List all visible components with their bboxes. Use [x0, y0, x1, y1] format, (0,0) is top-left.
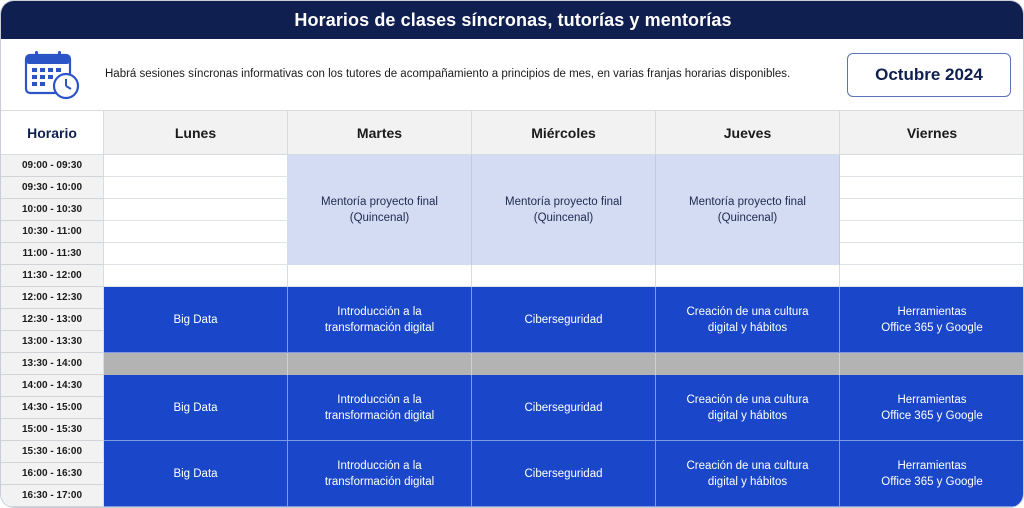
mentoria-block-martes	[288, 155, 472, 265]
course-block-martes	[288, 287, 472, 353]
course-block-viernes-text: Herramientas	[897, 459, 967, 472]
course-block-martes	[288, 441, 472, 507]
course-block-lunes-text: Big Data	[173, 401, 218, 414]
time-slot: 12:00 - 12:30	[1, 287, 104, 309]
time-slot: 16:30 - 17:00	[1, 485, 104, 507]
empty-slot	[104, 265, 288, 287]
break-divider	[287, 353, 288, 375]
course-block-viernes-text: Office 365 y Google	[881, 475, 983, 488]
time-slot: 12:30 - 13:00	[1, 309, 104, 331]
empty-slot	[104, 155, 288, 177]
time-slot: 10:00 - 10:30	[1, 199, 104, 221]
course-block-lunes-text: Big Data	[173, 313, 218, 326]
course-block-miercoles	[472, 375, 656, 441]
course-block-viernes	[840, 287, 1024, 353]
empty-slot	[288, 265, 472, 287]
empty-slot	[840, 199, 1024, 221]
course-block-jueves-text: digital y hábitos	[707, 475, 788, 488]
course-block-viernes-text: Office 365 y Google	[881, 409, 983, 422]
header-jueves: Jueves	[656, 111, 840, 155]
time-slot: 11:00 - 11:30	[1, 243, 104, 265]
course-block-martes-text: Introducción a la	[337, 393, 422, 406]
empty-slot	[840, 243, 1024, 265]
course-block-jueves	[656, 375, 840, 441]
header-horario: Horario	[1, 111, 104, 155]
course-block-martes-text: transformación digital	[324, 409, 435, 422]
time-slot: 09:30 - 10:00	[1, 177, 104, 199]
course-block-miercoles	[472, 441, 656, 507]
schedule-grid	[1, 111, 1024, 508]
time-slot: 09:00 - 09:30	[1, 155, 104, 177]
time-slot: 14:30 - 15:00	[1, 397, 104, 419]
time-slot: 13:30 - 14:00	[1, 353, 104, 375]
course-block-jueves-text: Creación de una cultura	[686, 393, 809, 406]
mentoria-block-miercoles-text: Mentoría proyecto final	[505, 196, 622, 208]
course-block-jueves	[656, 441, 840, 507]
empty-slot	[472, 265, 656, 287]
course-block-lunes	[104, 375, 288, 441]
course-block-lunes	[104, 287, 288, 353]
calendar-clock-icon	[23, 49, 81, 101]
empty-slot	[840, 265, 1024, 287]
course-block-miercoles-text: Ciberseguridad	[524, 467, 603, 480]
course-block-martes-text: Introducción a la	[337, 305, 422, 318]
course-block-lunes	[104, 441, 288, 507]
course-block-miercoles-text: Ciberseguridad	[524, 313, 603, 326]
empty-slot	[656, 265, 840, 287]
course-block-viernes-text: Herramientas	[897, 393, 967, 406]
time-slot: 15:30 - 16:00	[1, 441, 104, 463]
empty-slot	[104, 177, 288, 199]
info-bar	[1, 39, 1024, 111]
empty-slot	[104, 221, 288, 243]
empty-slot	[840, 177, 1024, 199]
time-slot: 16:00 - 16:30	[1, 463, 104, 485]
schedule-title: Horarios de clases síncronas, tutorías y mentorías	[1, 1, 1024, 39]
course-block-jueves-text: Creación de una cultura	[686, 459, 809, 472]
course-block-miercoles-text: Ciberseguridad	[524, 401, 603, 414]
mentoria-block-martes-text: Mentoría proyecto final	[321, 196, 438, 208]
mentoria-block-miercoles	[472, 155, 656, 265]
course-block-viernes	[840, 375, 1024, 441]
mentoria-block-jueves-text: (Quincenal)	[717, 212, 778, 224]
course-block-lunes-text: Big Data	[173, 467, 218, 480]
mentoria-block-jueves-text: Mentoría proyecto final	[689, 196, 806, 208]
course-block-viernes-text: Herramientas	[897, 305, 967, 318]
header-martes: Martes	[288, 111, 472, 155]
course-block-martes	[288, 375, 472, 441]
course-block-miercoles	[472, 287, 656, 353]
time-slot: 14:00 - 14:30	[1, 375, 104, 397]
time-slot: 10:30 - 11:00	[1, 221, 104, 243]
empty-slot	[104, 243, 288, 265]
course-block-viernes	[840, 441, 1024, 507]
mentoria-block-jueves	[656, 155, 840, 265]
break-divider	[655, 353, 656, 375]
header-lunes: Lunes	[104, 111, 288, 155]
course-block-jueves-text: digital y hábitos	[707, 321, 788, 334]
time-slot: 13:00 - 13:30	[1, 331, 104, 353]
break-row	[104, 353, 1024, 375]
course-block-martes-text: transformación digital	[324, 321, 435, 334]
empty-slot	[840, 221, 1024, 243]
header-viernes: Viernes	[840, 111, 1024, 155]
mentoria-block-miercoles-text: (Quincenal)	[533, 212, 594, 224]
mentoria-block-martes-text: (Quincenal)	[349, 212, 410, 224]
break-divider	[471, 353, 472, 375]
course-block-viernes-text: Office 365 y Google	[881, 321, 983, 334]
info-text: Habrá sesiones síncronas informativas con los tutores de acompañamiento a principios de mes, en varias franjas horarias disponibles.	[105, 68, 791, 80]
header-miercoles: Miércoles	[472, 111, 656, 155]
empty-slot	[104, 199, 288, 221]
course-block-martes-text: Introducción a la	[337, 459, 422, 472]
course-block-martes-text: transformación digital	[324, 475, 435, 488]
course-block-jueves-text: Creación de una cultura	[686, 305, 809, 318]
course-block-jueves-text: digital y hábitos	[707, 409, 788, 422]
break-divider	[839, 353, 840, 375]
empty-slot	[840, 155, 1024, 177]
month-badge: Octubre 2024	[847, 53, 1011, 97]
time-slot: 11:30 - 12:00	[1, 265, 104, 287]
time-slot: 15:00 - 15:30	[1, 419, 104, 441]
course-block-jueves	[656, 287, 840, 353]
